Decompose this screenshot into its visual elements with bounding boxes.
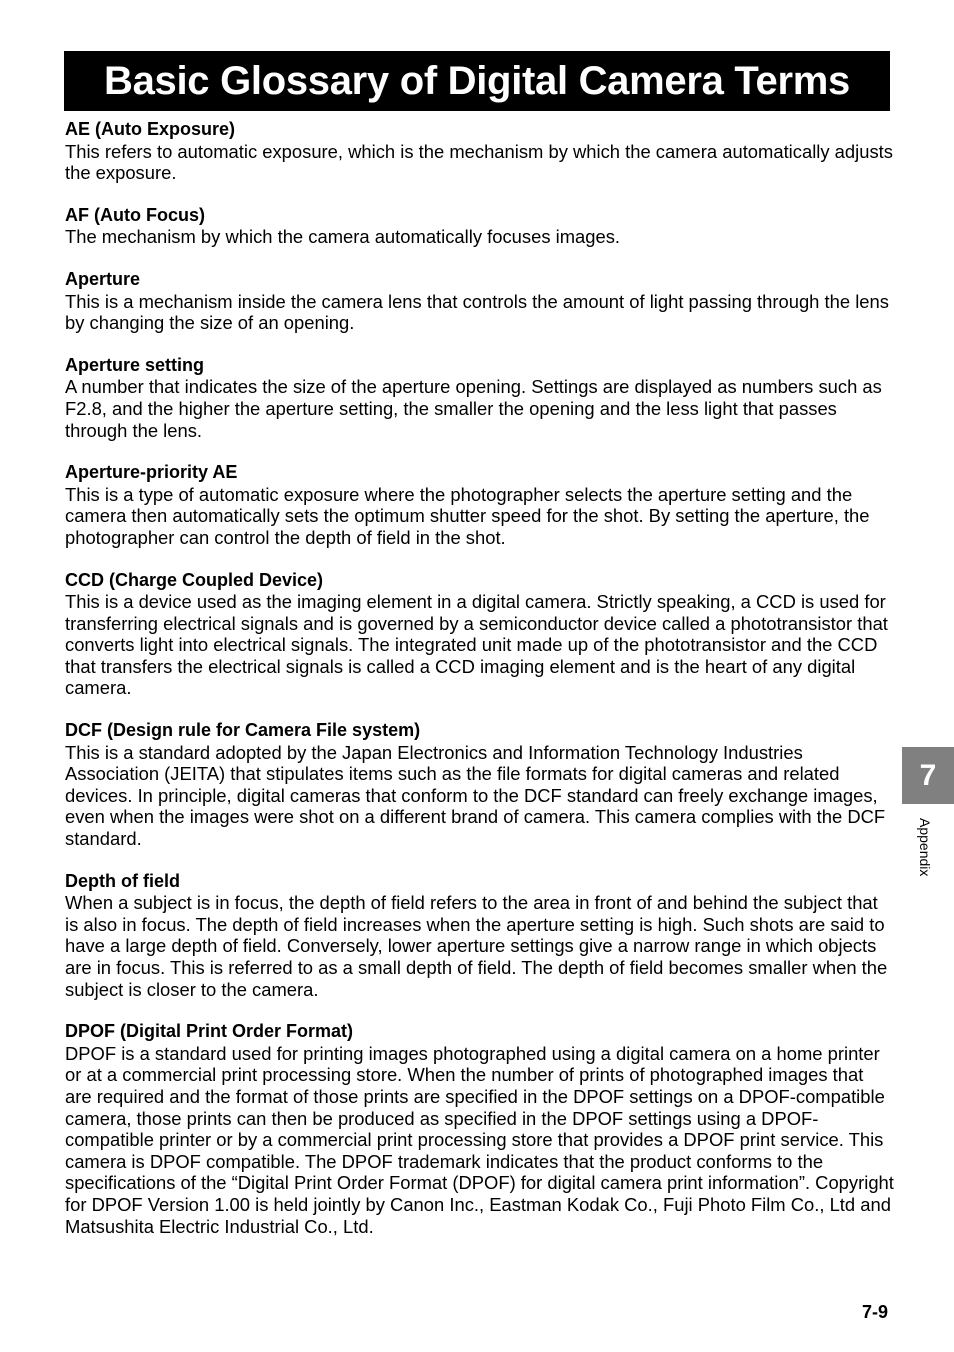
glossary-entry <box>65 1021 895 1237</box>
glossary-term: DCF (Design rule for Camera File system) <box>65 720 421 741</box>
glossary-entry <box>65 355 895 441</box>
glossary-definition: DPOF is a standard used for printing images photographed using a digital camera on a home printer or at a commercial print processing store. When the number of prints of photographed images that are required and the format of those prints are specified in the DPOF settings on a DPOF-compatible camera, those prints can then be produced as specified in the DPOF settings using a DPOF-compatible printer or by a commercial print processing store that provides a DPOF print service. This camera is DPOF compatible. The DPOF trademark indicates that the product conforms to the specifications of the “Digital Print Order Format (DPOF) for digital camera print information”. Copyright for DPOF Version 1.00 is held jointly by Canon Inc., Eastman Kodak Co., Fuji Photo Film Co., Ltd and Matsushita Electric Industrial Co., Ltd. <box>65 1042 894 1237</box>
glossary-term: CCD (Charge Coupled Device) <box>65 569 324 590</box>
glossary-term: DPOF (Digital Print Order Format) <box>65 1021 354 1042</box>
page-title: Basic Glossary of Digital Camera Terms <box>104 58 850 103</box>
page-number: 7-9 <box>861 1302 888 1322</box>
glossary-term: Depth of field <box>65 870 180 891</box>
glossary-definition: The mechanism by which the camera automatically focuses images. <box>65 226 621 248</box>
glossary-term: Aperture <box>65 268 141 289</box>
glossary-entry <box>65 205 895 248</box>
glossary-entry <box>65 720 895 850</box>
glossary-entry <box>65 462 895 548</box>
glossary-entry <box>65 119 895 184</box>
glossary-definition: When a subject is in focus, the depth of field refers to the area in front of and behind the subject that is also in focus. The depth of field increases when the aperture setting is high. Such shots are said to have a large depth of field. Conversely, lower aperture settings give a narrow range in which objects are in focus. This is referred to as a small depth of field. The depth of field becomes smaller when the subject is closer to the camera. <box>65 892 888 1000</box>
glossary-term: Aperture-priority AE <box>65 462 238 483</box>
chapter-label: Appendix <box>917 818 933 877</box>
glossary-definition: This is a standard adopted by the Japan Electronics and Information Technology Industries Association (JEITA) that stipulates items such as the file formats for digital cameras and related devices. In principle, digital cameras that conform to the DCF standard can freely exchange images, even when the images were shot on a different brand of camera. This camera complies with the DCF standard. <box>65 741 886 850</box>
glossary-definition: A number that indicates the size of the aperture opening. Settings are displayed as numbers such as F2.8, and the higher the aperture setting, the smaller the opening and the less light that passes through the lens. <box>65 376 882 441</box>
glossary-entry <box>65 871 895 1001</box>
glossary-term: AE (Auto Exposure) <box>65 119 236 139</box>
glossary-definition: This refers to automatic exposure, which is the mechanism by which the camera automatically adjusts the exposure. <box>65 140 893 184</box>
glossary-term: AF (Auto Focus) <box>65 204 205 225</box>
glossary-definition: This is a mechanism inside the camera lens that controls the amount of light passing through the lens by changing the size of an opening. <box>65 290 889 334</box>
glossary-list <box>65 119 895 1258</box>
title-banner <box>64 51 890 111</box>
chapter-tab: 7 <box>902 747 954 804</box>
glossary-entry <box>65 570 895 700</box>
glossary-entry <box>65 269 895 334</box>
glossary-term: Aperture setting <box>65 354 205 375</box>
glossary-definition: This is a device used as the imaging element in a digital camera. Strictly speaking, a CCD is used for transferring electrical signals and is governed by a semiconductor device called a phototransistor that converts light into electrical signals. The integrated unit made up of the phototransistor and the CCD that transfers the electrical signals is called a CCD imaging element and is the heart of any digital camera. <box>65 591 888 699</box>
glossary-definition: This is a type of automatic exposure where the photographer selects the aperture setting and the camera then automatically sets the optimum shutter speed for the shot. By setting the aperture, the photographer can control the depth of field in the shot. <box>65 483 870 548</box>
